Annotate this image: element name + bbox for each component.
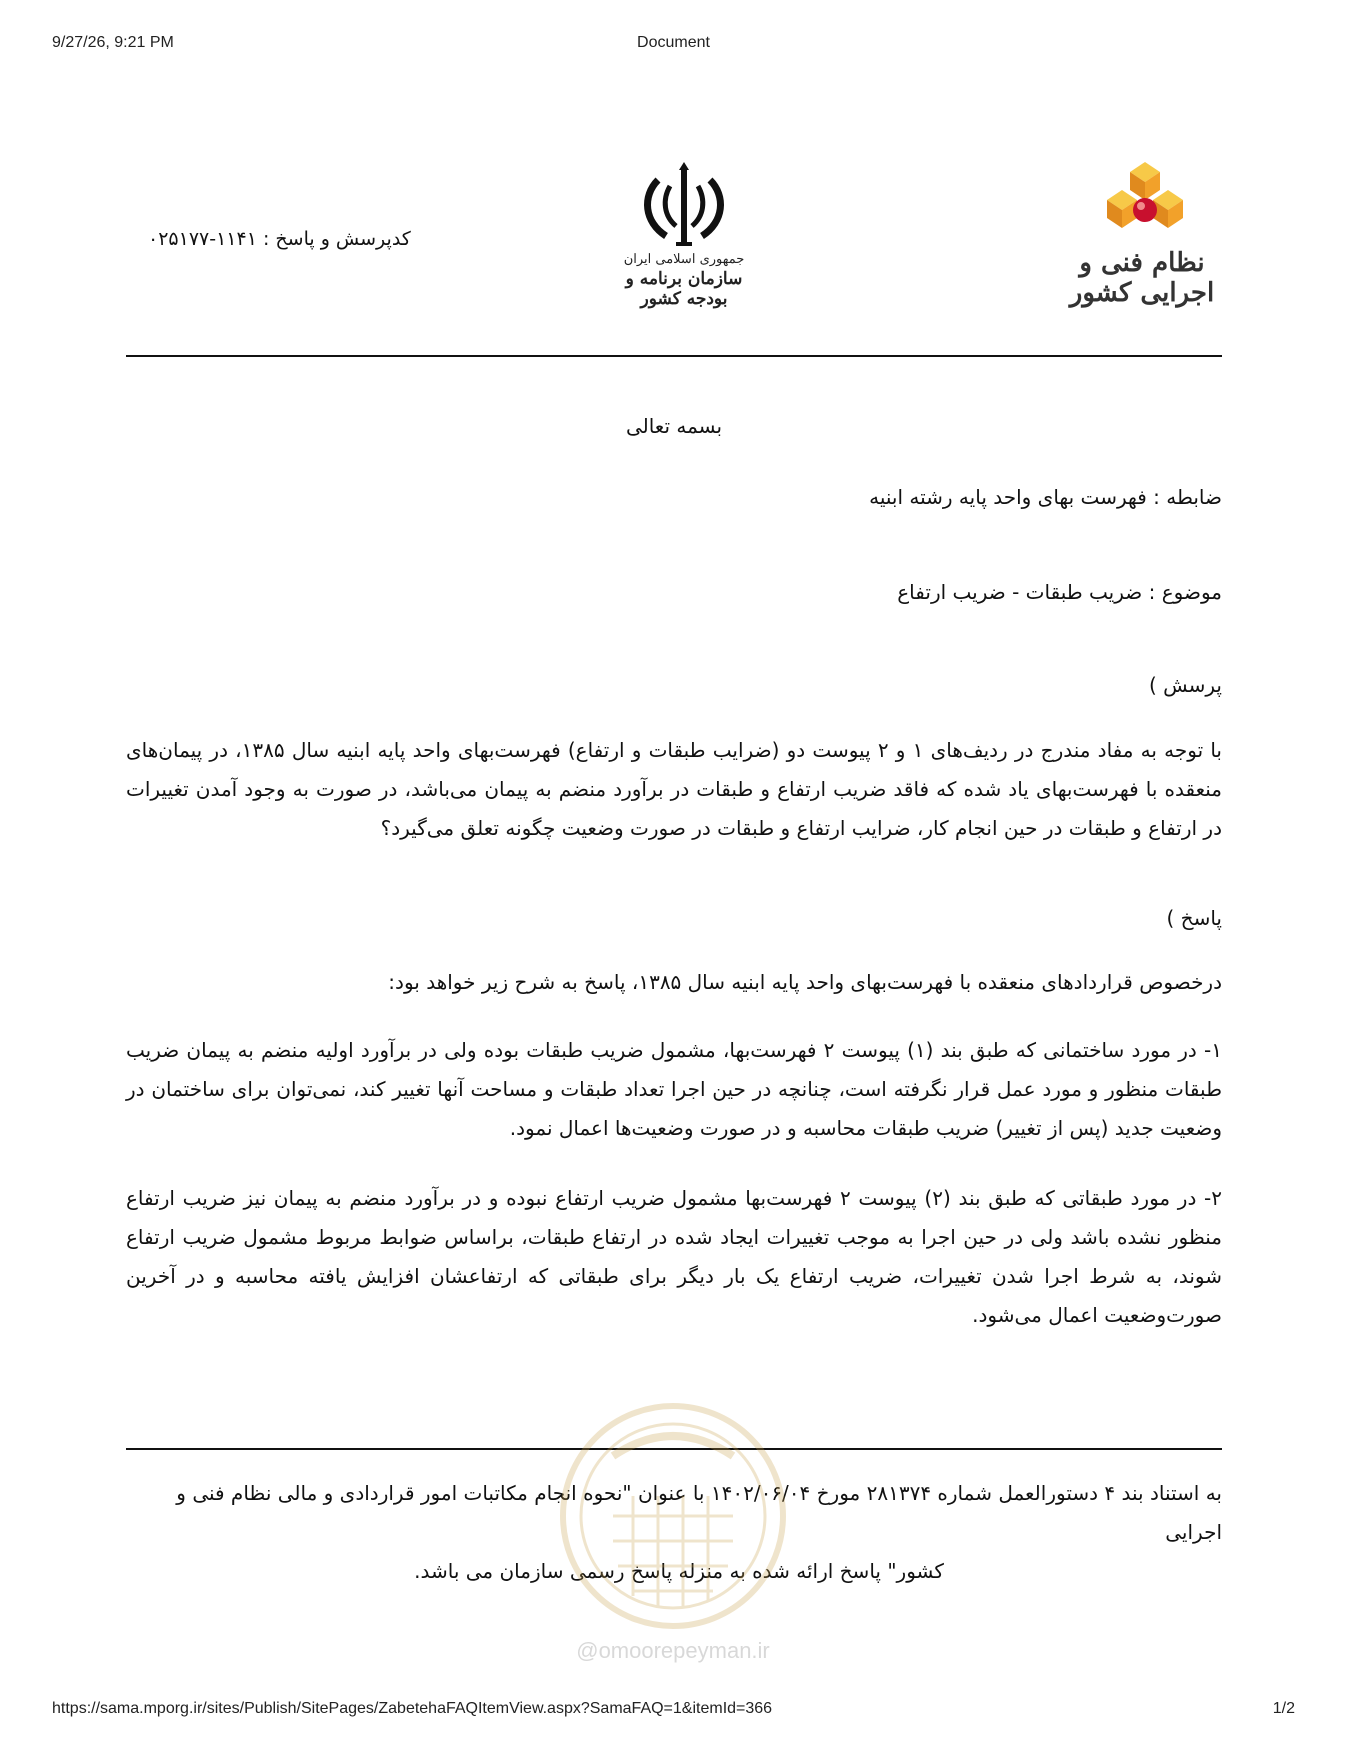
- question-text: با توجه به مفاد مندرج در ردیف‌های ۱ و ۲ پیوست دو (ضرایب طبقات و ارتفاع) فهرست‌بهای واحد پایه ابنیه سال ۱۳۸۵، در پیمان‌های منعقده با فهرست‌بهای یاد شده که فاقد ضریب ارتفاع و طبقات در برآورد منضم به پیمان می‌باشد، در صورت به وجود آمدن تغییرات در ارتفاع و طبقات در حین انجام کار، ضرایب ارتفاع و طبقات در صورت وضعیت چگونه تعلق می‌گیرد؟: [126, 738, 1222, 840]
- print-document-title: Document: [637, 34, 710, 51]
- watermark-seal-icon: [553, 1396, 793, 1636]
- watermark-site-text: @omoorepeyman.ir: [576, 1638, 770, 1663]
- emblem-caption-organization: سازمان برنامه و بودجه کشور: [625, 269, 743, 309]
- print-datetime: 9/27/26, 9:21 PM: [52, 34, 174, 51]
- answer-item-2: ۲- در مورد طبقاتی که طبق بند (۲) پیوست ۲ فهرست‌بها مشمول ضریب ارتفاع نبوده و در برآورد منضم به پیمان نیز ضریب ارتفاع منظور نشده باشد ولی در حین اجرا به موجب تغییرات ایجاد شده در ارتفاع طبقات، براساس ضوابط مربوط مشمول ضریب ارتفاع شوند، به شرط اجرا شدن تغییرات، ضریب ارتفاع یک بار دیگر برای طبقاتی که ارتفاعشان افزایش یافته محاسبه و در آخرین صورت‌وضعیت اعمال می‌شود.: [126, 1186, 1222, 1327]
- question-heading: پرسش ): [1148, 673, 1222, 697]
- answer-intro: درخصوص قراردادهای منعقده با فهرست‌بهای واحد پایه ابنیه سال ۱۳۸۵، پاسخ به شرح زیر خواهد بود:: [388, 970, 1222, 994]
- page-number: 1/2: [1272, 1700, 1295, 1717]
- answer-item-1: ۱- در مورد ساختمانی که طبق بند (۱) پیوست ۲ فهرست‌بها، مشمول ضریب طبقات بوده ولی در برآورد اولیه منضم به پیمان ضریب طبقات منظور و مورد عمل قرار نگرفته است، چنانچه در حین اجرا تعداد طبقات و مساحت آنها تغییر کند، نمی‌توان برای ساختمان در وضعیت جدید (پس از تغییر) ضریب طبقات محاسبه و در صورت وضعیت‌ها اعمال نمود.: [126, 1038, 1222, 1140]
- emblem-caption-republic: جمهوری اسلامی ایران: [623, 252, 745, 267]
- subject-line: موضوع : ضریب طبقات - ضریب ارتفاع: [897, 580, 1222, 604]
- faq-code: کدپرسش و پاسخ : ۱۱۴۱-۰۲۵۱۷۷: [148, 228, 411, 250]
- footer-note-line-2: کشور" پاسخ ارائه شده به منزله پاسخ رسمی سازمان می باشد.: [414, 1559, 944, 1583]
- print-url: https://sama.mporg.ir/sites/Publish/SitePages/ZabetehaFAQItemView.aspx?SamaFAQ=1&itemId=366: [52, 1700, 773, 1717]
- answer-heading: پاسخ ): [1166, 906, 1222, 930]
- organization-logo-text: نظام فنی و اجرایی کشور: [1069, 248, 1215, 308]
- regulation-line: ضابطه : فهرست بهای واحد پایه رشته ابنیه: [869, 485, 1222, 509]
- print-footer: [52, 1700, 1295, 1722]
- footer-note-line-1: به استناد بند ۴ دستورالعمل شماره ۲۸۱۳۷۴ مورخ ۱۴۰۲/۰۶/۰۴ با عنوان "نحوه انجام مکاتبات امور قراردادی و مالی نظام فنی و اجرایی: [176, 1481, 1222, 1544]
- watermark: [553, 1396, 793, 1663]
- blessing-heading: بسمه تعالی: [625, 414, 723, 438]
